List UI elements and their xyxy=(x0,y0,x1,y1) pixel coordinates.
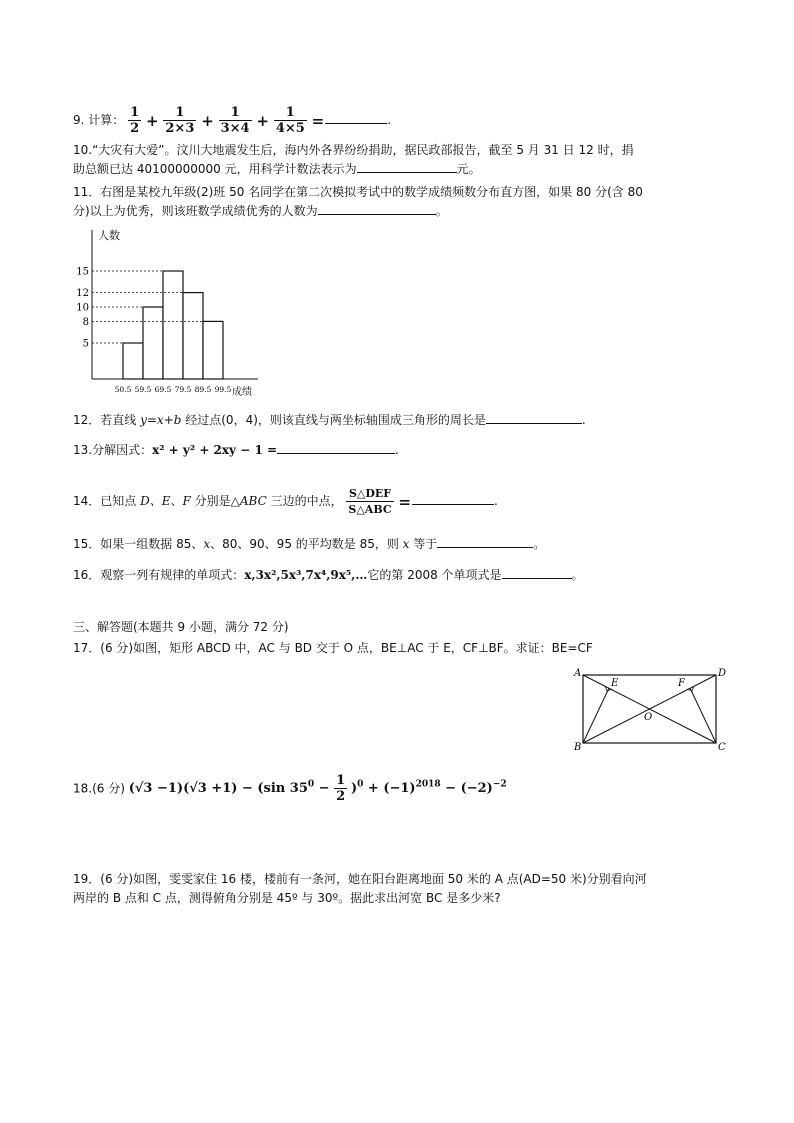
bar-1 xyxy=(143,307,163,379)
x-tick-79.5: 79.5 xyxy=(174,385,192,394)
label-E: E xyxy=(611,678,619,689)
label-C: C xyxy=(718,742,726,753)
question-13: 13.分解因式：x² + y² + 2xy − 1 = . xyxy=(73,443,399,457)
area-ratio-fraction: $\frac{\text{S△DEF}}{\text{S△ABC}}$ xyxy=(348,487,392,516)
y-tick-10: 10 xyxy=(76,302,89,314)
question-12: 12．若直线 y=x+b 经过点(0，4)，则该直线与两坐标轴围成三角形的周长是 . xyxy=(73,413,586,427)
bar-0 xyxy=(123,343,143,379)
x-axis-label: 成绩 xyxy=(232,387,252,398)
question-18: 18.(6 分) (√3 −1)(√3 +1) − (sin $35^0$ − $\frac{1}{2}$ )$^0 + (-1)^{2018} - (-2)^{-2}$ xyxy=(73,773,507,805)
y-tick-15: 15 xyxy=(76,266,89,278)
q9-prefix: 9. 计算： xyxy=(73,113,125,127)
x-tick-99.5: 99.5 xyxy=(214,385,232,394)
question-15: 15．如果一组数据 85、x、80、90、95 的平均数是 85，则 x 等于 。 xyxy=(73,537,546,551)
y-tick-8: 8 xyxy=(82,316,89,328)
x-tick-59.5: 59.5 xyxy=(134,385,152,394)
y-tick-5: 5 xyxy=(82,338,89,350)
question-11-line2: 分)以上为优秀，则该班数学成绩优秀的人数为 。 xyxy=(73,204,448,218)
rectangle-figure xyxy=(570,666,730,756)
x-tick-69.5: 69.5 xyxy=(154,385,172,394)
fraction-1-2: $\frac{1}{2}$ xyxy=(130,105,140,136)
question-10-line1: 10.“大灾有大爱”。汶川大地震发生后，海内外各界纷纷捐助，据民政部报告，截至 5 月 31 日 12 时，捐 xyxy=(73,143,634,157)
factor-expression: x² + y² + 2xy − 1 = xyxy=(152,443,278,457)
answer-blank-12[interactable] xyxy=(486,411,582,424)
answer-blank-14[interactable] xyxy=(412,492,494,505)
fraction-1-4x5: $\frac{1}{4\times 5}$ xyxy=(275,105,305,136)
label-A: A xyxy=(574,668,582,679)
fraction-1-3x4: $\frac{1}{3\times 4}$ xyxy=(220,105,250,136)
fraction-1-2x3: $\frac{1}{2\times 3}$ xyxy=(165,105,195,136)
answer-blank-9[interactable] xyxy=(325,111,387,124)
frequency-histogram xyxy=(68,224,268,404)
question-14: 14．已知点 D、E、F 分别是△ABC 三边的中点， $\frac{\text{S△DEF}}{\text{S△ABC}}$ = . xyxy=(73,487,498,516)
monomial-sequence: x,3x²,5x³,7x⁴,9x⁵,… xyxy=(244,568,368,582)
section-title: 三、解答题(本题共 9 小题，满分 72 分) xyxy=(73,620,289,634)
bar-2 xyxy=(163,271,183,379)
question-11-line1: 11．右图是某校九年级(2)班 50 名同学在第二次模拟考试中的数学成绩频数分布直方图，如果 80 分(含 80 xyxy=(73,185,643,199)
y-tick-12: 12 xyxy=(76,288,89,300)
label-F: F xyxy=(678,678,685,689)
fraction-1-2-q18: $\frac{1}{2}$ xyxy=(336,773,346,805)
question-16: 16．观察一列有规律的单项式：x,3x²,5x³,7x⁴,9x⁵,…它的第 2008 个单项式是 。 xyxy=(73,568,584,582)
label-O: O xyxy=(644,712,653,723)
line-equation: y=x+b xyxy=(140,413,182,427)
question-9: 9. 计算： $\frac{1}{2}$ + $\frac{1}{2\times 3}$ + $\frac{1}{3\times 4}$ + $\frac{1}{4\times 5}$ = . xyxy=(73,105,392,136)
answer-blank-15[interactable] xyxy=(437,535,533,548)
label-D: D xyxy=(718,668,727,679)
question-19-line2: 两岸的 B 点和 C 点，测得俯角分别是 45º 与 30º。据此求出河宽 BC 是多少米? xyxy=(73,891,501,905)
question-17: 17．(6 分)如图，矩形 ABCD 中，AC 与 BD 交于 O 点，BE⊥AC 于 E，CF⊥BF。求证：BE=CF xyxy=(73,641,593,655)
bar-4 xyxy=(203,321,223,379)
question-19-line1: 19．(6 分)如图，雯雯家住 16 楼，楼前有一条河，她在阳台距离地面 50 米的 A 点(AD=50 米)分别看向河 xyxy=(73,872,647,886)
question-10-line2: 助总额已达 40100000000 元，用科学计数法表示为 元。 xyxy=(73,162,481,176)
y-axis-label: 人数 xyxy=(98,229,120,242)
answer-blank-13[interactable] xyxy=(277,441,395,454)
x-tick-89.5: 89.5 xyxy=(194,385,212,394)
answer-blank-16[interactable] xyxy=(502,566,572,579)
label-B: B xyxy=(574,742,582,753)
answer-blank-11[interactable] xyxy=(318,202,436,215)
answer-blank-10[interactable] xyxy=(357,160,457,173)
bar-3 xyxy=(183,293,203,379)
x-tick-50.5: 50.5 xyxy=(114,385,132,394)
